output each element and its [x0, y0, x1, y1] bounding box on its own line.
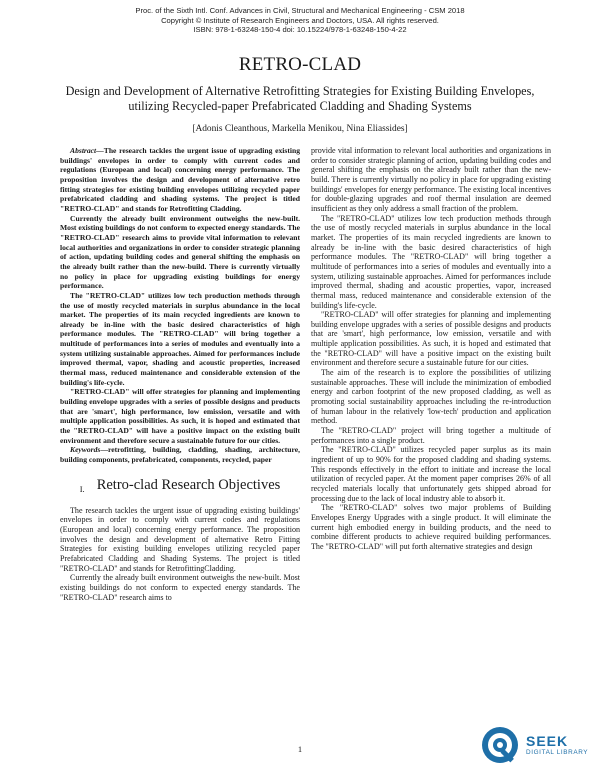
header-line-2: Copyright © Institute of Research Engineers and Doctors, USA. All rights reserved.: [161, 15, 439, 25]
keywords-text: —retrofitting, building, cladding, shading, architecture, building components, prefabricated, components, recycled, paper: [60, 445, 300, 464]
header-line-1: Proc. of the Sixth Intl. Conf. Advances in Civil, Structural and Mechanical Engineering - CSM 2018: [135, 6, 465, 15]
abstract: [60, 146, 300, 445]
section-paragraph-2: Currently the already built environment outweighs the new-built. Most existing buildings do not conform to expected energy standards. The "RETRO-CLAD" research aims to: [60, 573, 300, 602]
seek-logo-icon: [480, 725, 520, 765]
section-heading: [60, 477, 300, 498]
section-number: I.: [79, 483, 85, 494]
paper-subtitle: Design and Development of Alternative Retrofitting Strategies for Existing Building Envelopes, utilizing Recycled-paper Prefabricated Cladding and Shading Systems: [65, 84, 535, 113]
seek-logo: [480, 722, 590, 768]
logo-subtitle: DIGITAL LIBRARY: [526, 748, 589, 756]
author-list: [Adonis Cleanthous, Markella Menikou, Nina Eliassides]: [192, 124, 408, 134]
keywords-label: Keywords: [70, 445, 101, 455]
section-paragraph-1: The research tackles the urgent issue of upgrading existing buildings' envelopes in order to comply with current codes and regulations (European and local) concerning energy performance. The proposition involves the design and development of alternative Retro Fitting Strategies for existing building envelopes utilizing recycled paper Prefabricated Cladding and Shading Systems. The project is titled "RETRO-CLAD" and stands for RetrofittingCladding.: [60, 505, 300, 573]
body-paragraph-7: The "RETRO-CLAD" solves two major problems of Building Envelopes Energy Upgrades with a single product. It will eliminate the current high embodied energy in building products, and the need to combine different products to achieve required building performances. The "RETRO-CLAD" will put forth alternative strategies and design: [311, 503, 551, 551]
abstract-paragraph-2: Currently the already built environment outweighs the new-built. Most existing buildings do not conform to expected energy standards. The "RETRO-CLAD" research aims to provide vital information to relevant local authorities and organizations in order to consider strategic planning of action, updating building codes and general shifting the emphasis on the already built rather than the new-build. There is currently virtually no policy in place for upgrading existing buildings for energy performance.: [60, 213, 300, 291]
right-column: [311, 146, 551, 552]
abstract-paragraph-3: The "RETRO-CLAD" utilizes low tech production methods through the use of mostly recycled materials in surplus abundance in the local market. The properties of its main recycled ingredients are known to already be in-line with the basic desired characteristics of high performance modules. The "RETRO-CLAD" will bring together a multitude of performances into a series of modules and eventually into a system utilizing sustainable approaches. Aimed for performances include improved thermal, vapor, shading and acoustic properties, increased thermal mass, reduced maintenance and considerable extension of the building's life-cycle.: [60, 290, 300, 387]
body-paragraph-1: provide vital information to relevant local authorities and organizations in order to consider strategic planning of action, updating building codes and general shifting the emphasis on the already built rather than the new-build. There is currently virtually no policy in place for upgrading existing buildings' envelopes for energy performance. The existing local incentives for double-glazing upgrades and roof thermal insulation are deemed insufficient as they only address a small fraction of the problem.: [311, 146, 551, 213]
abstract-paragraph-1: [60, 146, 300, 214]
conference-header: [0, 6, 600, 35]
abstract-paragraph-4: "RETRO-CLAD" will offer strategies for planning and implementing building envelope upgrades with a series of possible designs and products that are 'smart', high performance, low emission, versatile and with multiple application possibilities. As such, it is hoped and estimated that the "RETRO-CLAD" will have a positive impact on the existing built environment and therefore secure a sustainable future for our cities.: [60, 387, 300, 445]
body-paragraph-4: The aim of the research is to explore the possibilities of utilizing sustainable approaches. These will include the minimization of embodied energy and carbon footprint of the new proposed cladding, as well as promoting social sustainability approaches including the re-introduction of human labour in the relatively 'low-tech' production and application method.: [311, 368, 551, 426]
logo-text: [526, 734, 588, 757]
keywords: [60, 445, 300, 464]
header-line-3: ISBN: 978-1-63248-150-4 doi: 10.15224/978-1-63248-150-4-22: [193, 25, 407, 35]
page-number: 1: [297, 744, 303, 754]
abstract-label: Abstract: [70, 146, 97, 155]
abstract-text-1: —The research tackles the urgent issue of upgrading existing buildings' envelopes in order to comply with current codes and regulations (European and local) concerning energy performance. The proposition involves the design and development of alternative retro fitting strategies for existing building envelopes utilizing recycled paper prefabricated cladding and shading systems. The project is titled "RETRO-CLAD" and stands for Retrofitting Cladding.: [60, 146, 300, 213]
section-title: Retro-clad Research Objectives: [96, 476, 281, 493]
left-column: [60, 146, 300, 602]
body-paragraph-3: "RETRO-CLAD" will offer strategies for planning and implementing building envelope upgrades with a series of possible designs and products that are 'smart', high performance, low emission, versatile and with multiple application possibilities. As such, it is hoped and estimated that the "RETRO-CLAD" will have a positive impact on the existing built environment and therefore secure a sustainable future for our cities.: [311, 310, 551, 368]
body-paragraph-2: The "RETRO-CLAD" utilizes low tech production methods through the use of mostly recycled materials in surplus abundance in the local market. The properties of its main recycled ingredients are known to already be in-line with the basic desired characteristics of high performance modules. The "RETRO-CLAD" will bring together a multitude of performances into a series of modules and eventually into a system, utilizing sustainable approaches. Aimed for performances include improved thermal, shading and acoustic properties, vapor, increased thermal mass, reduced maintenance and considerable extension of the building's life-cycle.: [311, 213, 551, 310]
logo-name: SEEK: [526, 732, 569, 749]
paper-title: RETRO-CLAD: [238, 54, 362, 75]
body-paragraph-6: The "RETRO-CLAD" utilizes recycled paper surplus as its main ingredient of up to 90% for the proposed cladding and shading systems. This responds effectively in the effort to initiate and increase the local utilization of recycled paper. At the moment paper comprises 26% of all recycled materials locally that unfortunately gets shipped abroad for processing due to the lack of local industry able to absorb it.: [311, 445, 551, 503]
body-paragraph-5: The "RETRO-CLAD" project will bring together a multitude of performances into a single product.: [311, 426, 551, 445]
